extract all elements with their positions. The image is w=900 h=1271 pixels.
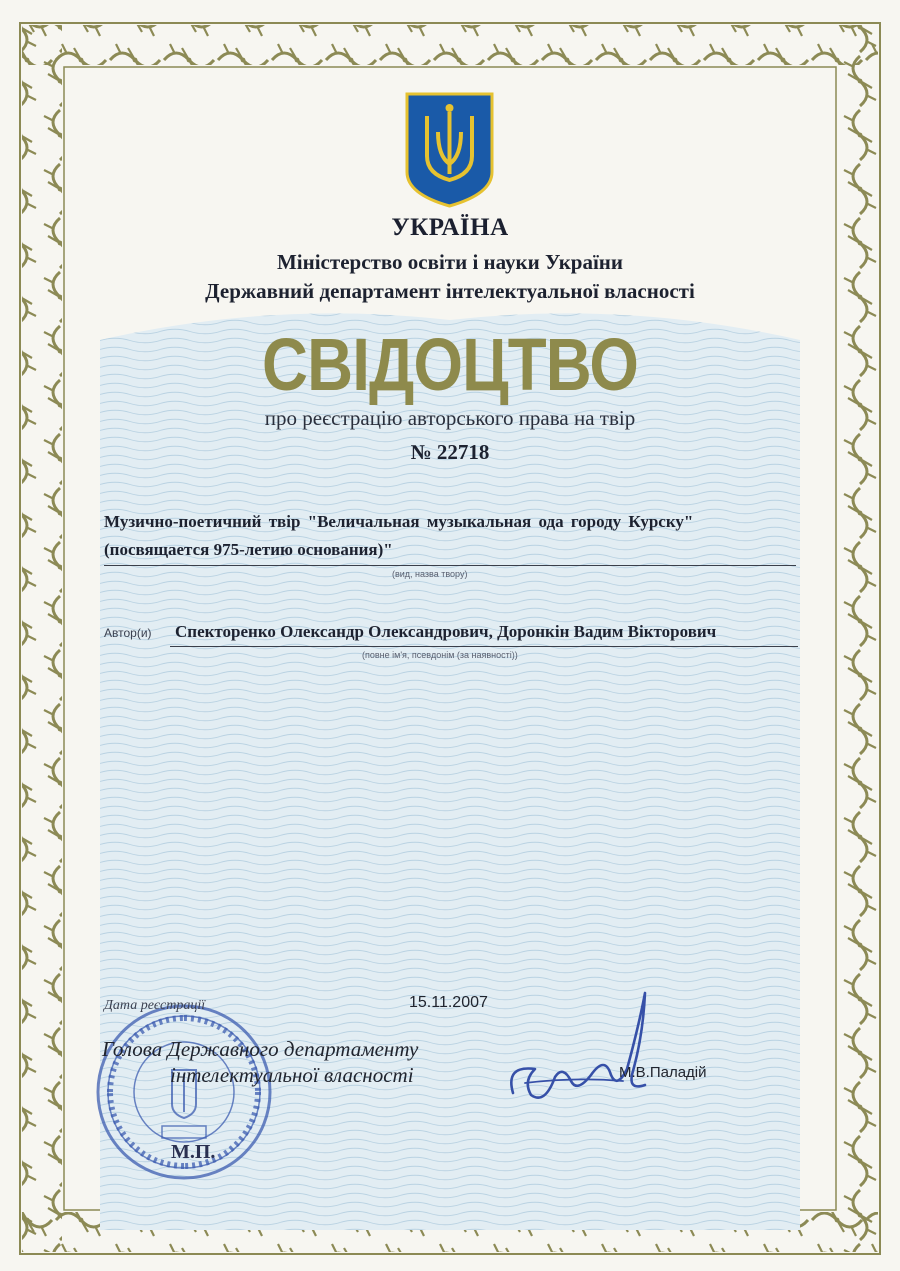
department-name: Державний департамент інтелектуальної власності <box>205 279 695 303</box>
authors-value: Спекторенко Олександр Олександрович, Доронкін Вадим Вікторович <box>175 622 717 641</box>
certificate-subtitle: про реєстрацію авторського права на твір <box>264 406 636 430</box>
authors-caption: (повне ім'я, псевдонім (за наявності)) <box>362 650 518 660</box>
work-rule <box>104 565 796 566</box>
coat-of-arms-icon <box>403 90 496 210</box>
ministry-name: Міністерство освіти і науки України <box>276 250 624 274</box>
stamp-place-label: М.П. <box>171 1141 216 1163</box>
work-title-line2: (посвящается 975-летию основания)" <box>104 540 393 559</box>
work-title-line1: Музично-поетичний твір "Величальная музыкальная ода городу Курску" <box>104 512 694 531</box>
signer-name: М.В.Паладій <box>619 1064 707 1081</box>
head-title-line1: Голова Державного департаменту <box>102 1037 419 1061</box>
certificate-number: № 22718 <box>410 440 490 464</box>
work-caption: (вид, назва твору) <box>392 569 468 579</box>
registration-date-label: Дата реєстрації <box>104 998 206 1013</box>
authors-label: Автор(и) <box>104 626 152 640</box>
head-title-line2: інтелектуальної власності <box>170 1063 414 1087</box>
certificate-title: СВІДОЦТВО <box>262 323 638 406</box>
registration-date-value: 15.11.2007 <box>409 994 488 1011</box>
handwritten-signature <box>495 985 665 1115</box>
authors-rule <box>170 646 798 647</box>
country-name: УКРАЇНА <box>391 214 509 241</box>
